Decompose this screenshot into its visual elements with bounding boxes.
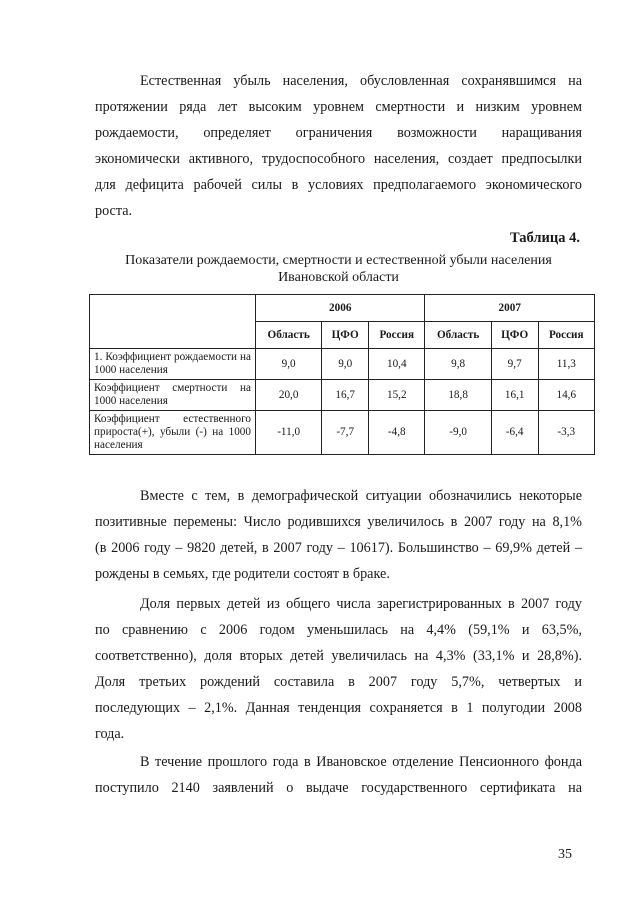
- table-cell: 9,7: [491, 349, 538, 380]
- paragraph-birth-order: [95, 591, 582, 747]
- text-line: роста.: [95, 203, 133, 219]
- page-number: 35: [558, 847, 572, 862]
- table-cell: 9,8: [425, 349, 491, 380]
- column-header: Область: [425, 322, 491, 349]
- text-line: позитивные перемены: Число родившихся увеличилось в 2007 году на 8,1%: [95, 514, 582, 530]
- text-line: рождаемости, определяет ограничения возможности наращивания: [95, 125, 582, 141]
- column-header: Область: [256, 322, 322, 349]
- table-cell: 11,3: [538, 349, 594, 380]
- table-caption: [95, 252, 582, 286]
- table-cell: 16,1: [491, 380, 538, 411]
- table-cell: 15,2: [369, 380, 425, 411]
- row-label: Коэффициент смертности на 1000 населения: [90, 380, 256, 411]
- text-line: года.: [95, 726, 125, 742]
- paragraph-pension-fund: [95, 749, 582, 801]
- table-cell: 9,0: [256, 349, 322, 380]
- text-line: по сравнению с 2006 годом уменьшилась на 4,4% (59,1% и 63,5%,: [95, 622, 582, 638]
- table-cell: -6,4: [491, 411, 538, 455]
- text-line: поступило 2140 заявлений о выдаче государственного сертификата на: [95, 780, 582, 796]
- table-cell: 18,8: [425, 380, 491, 411]
- text-line: Вместе с тем, в демографической ситуации обозначились некоторые: [140, 488, 582, 504]
- year-header-2006: 2006: [256, 295, 425, 322]
- table-cell: 9,0: [322, 349, 369, 380]
- row-label: Коэффициент естественного прироста(+), убыли (-) на 1000 населения: [90, 411, 256, 455]
- table-row: [90, 349, 595, 380]
- text-line: Естественная убыль населения, обусловленная сохранявшимся на: [140, 73, 582, 89]
- table-row: [90, 411, 595, 455]
- table-cell: -11,0: [256, 411, 322, 455]
- table-cell: -4,8: [369, 411, 425, 455]
- table-caption-line: Ивановской области: [278, 270, 399, 285]
- text-line: Доля первых детей из общего числа зарегистрированных в 2007 году: [140, 596, 582, 612]
- text-line: Доля третьих рождений составила в 2007 году 5,7%, четвертых и: [95, 674, 582, 690]
- text-line: экономически активного, трудоспособного населения, создает предпосылки: [95, 151, 582, 167]
- text-line: соответственно), доля вторых детей увеличилась на 4,3% (33,1% и 28,8%).: [95, 648, 582, 664]
- year-header-2007: 2007: [425, 295, 595, 322]
- table-cell: -3,3: [538, 411, 594, 455]
- text-line: (в 2006 году – 9820 детей, в 2007 году – 10617). Большинство – 69,9% детей –: [95, 540, 582, 556]
- table-cell: -7,7: [322, 411, 369, 455]
- text-line: протяжении ряда лет высоким уровнем смертности и низким уровнем: [95, 99, 582, 115]
- table-corner-cell: [90, 295, 256, 349]
- row-label: 1. Коэффициент рождаемости на 1000 населения: [90, 349, 256, 380]
- table-row: [90, 380, 595, 411]
- text-line: для дефицита рабочей силы в условиях предполагаемого экономического: [95, 177, 582, 193]
- table-cell: 16,7: [322, 380, 369, 411]
- text-line: последующих – 2,1%. Данная тенденция сохраняется в 1 полугодии 2008: [95, 700, 582, 716]
- table-caption-line: Показатели рождаемости, смертности и естественной убыли населения: [125, 253, 552, 268]
- table-cell: -9,0: [425, 411, 491, 455]
- column-header: Россия: [538, 322, 594, 349]
- text-line: рождены в семьях, где родители состоят в браке.: [95, 566, 390, 582]
- column-header: ЦФО: [491, 322, 538, 349]
- table-cell: 14,6: [538, 380, 594, 411]
- table-cell: 20,0: [256, 380, 322, 411]
- column-header: ЦФО: [322, 322, 369, 349]
- table-cell: 10,4: [369, 349, 425, 380]
- paragraph-positive-changes: [95, 483, 582, 587]
- paragraph-natural-decline: [95, 68, 582, 224]
- table-label: Таблица 4.: [509, 230, 580, 246]
- text-line: В течение прошлого года в Ивановское отделение Пенсионного фонда: [140, 754, 582, 770]
- column-header: Россия: [369, 322, 425, 349]
- demographics-table: [89, 294, 595, 455]
- table-header-years: [90, 295, 595, 322]
